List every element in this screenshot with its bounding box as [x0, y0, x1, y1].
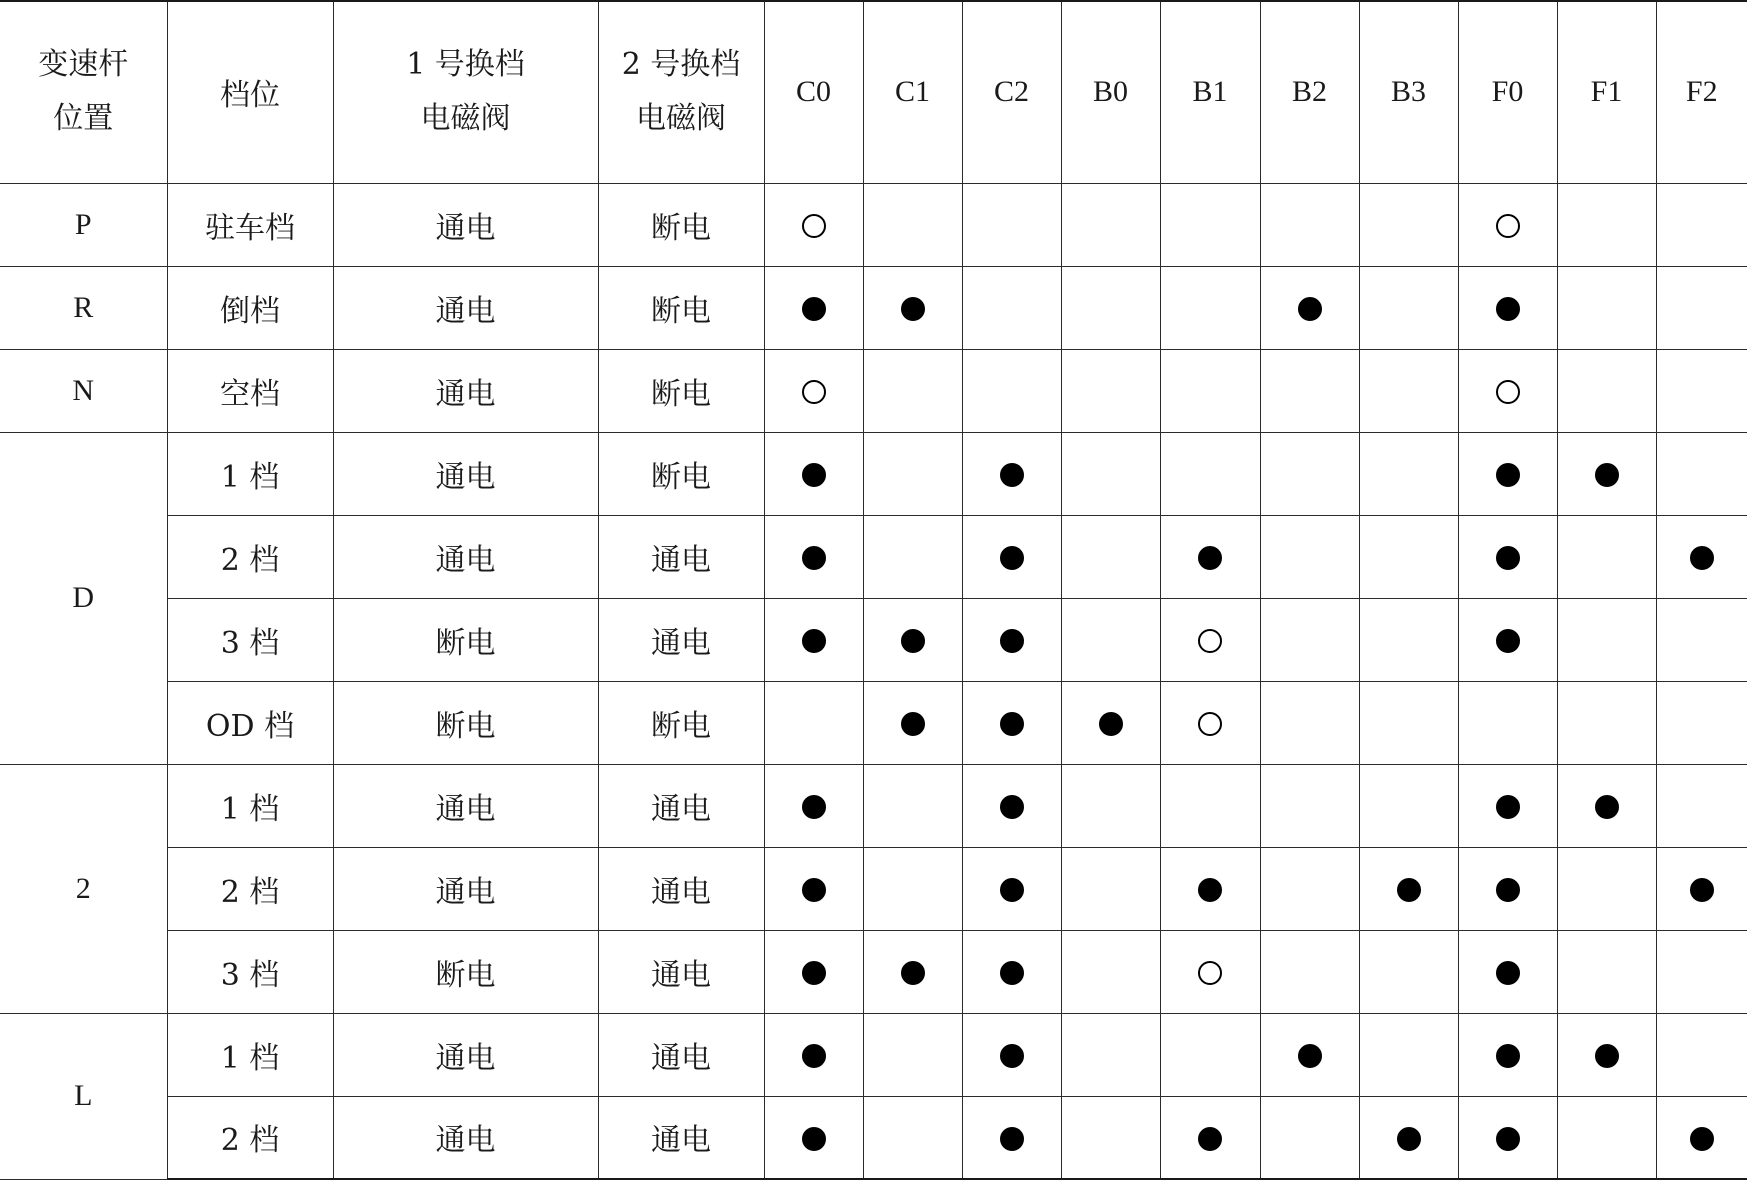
- filled-circle-mark: [1496, 1127, 1520, 1151]
- table-row: [0, 349, 1747, 432]
- solenoid-1-cell: 通电: [333, 1013, 598, 1096]
- filled-circle-mark: [1595, 795, 1619, 819]
- element-cell-f1: [1557, 847, 1656, 930]
- solenoid-1-cell: 断电: [333, 598, 598, 681]
- element-cell-f1: [1557, 515, 1656, 598]
- element-cell-c1: [863, 432, 962, 515]
- solenoid-1-cell: 通电: [333, 432, 598, 515]
- gear-cell: 倒档: [167, 266, 333, 349]
- header-element-c2: C2: [962, 1, 1061, 183]
- header-element-b3: B3: [1359, 1, 1458, 183]
- element-cell-f2: [1656, 847, 1747, 930]
- element-cell-b0: [1061, 432, 1160, 515]
- header-solenoid-2-line-2: 电磁阀: [636, 101, 726, 137]
- element-cell-f1: [1557, 681, 1656, 764]
- open-circle-mark: [802, 380, 826, 404]
- element-cell-b1: [1160, 764, 1260, 847]
- filled-circle-mark: [1496, 463, 1520, 487]
- element-cell-b0: [1061, 598, 1160, 681]
- filled-circle-mark: [1690, 1127, 1714, 1151]
- element-cell-b1: [1160, 847, 1260, 930]
- element-cell-f0: [1458, 266, 1557, 349]
- element-cell-f0: [1458, 764, 1557, 847]
- element-cell-b2: [1260, 764, 1359, 847]
- element-cell-f2: [1656, 183, 1747, 266]
- table-body: [0, 183, 1747, 1179]
- element-cell-f0: [1458, 681, 1557, 764]
- element-cell-c0: [764, 515, 863, 598]
- table-row: [0, 1013, 1747, 1096]
- header-gear: 档位: [167, 1, 333, 183]
- element-cell-b3: [1359, 930, 1458, 1013]
- element-cell-b0: [1061, 515, 1160, 598]
- header-element-b2: B2: [1260, 1, 1359, 183]
- element-cell-f2: [1656, 930, 1747, 1013]
- element-cell-f1: [1557, 1013, 1656, 1096]
- filled-circle-mark: [1099, 712, 1123, 736]
- element-cell-f0: [1458, 515, 1557, 598]
- element-cell-b2: [1260, 847, 1359, 930]
- element-cell-c0: [764, 847, 863, 930]
- solenoid-2-cell: 通电: [598, 764, 764, 847]
- header-row: [0, 1, 1747, 183]
- filled-circle-mark: [1000, 961, 1024, 985]
- element-cell-b3: [1359, 432, 1458, 515]
- gear-cell: 驻车档: [167, 183, 333, 266]
- filled-circle-mark: [1000, 629, 1024, 653]
- filled-circle-mark: [802, 629, 826, 653]
- element-cell-c0: [764, 1013, 863, 1096]
- filled-circle-mark: [901, 712, 925, 736]
- header-element-b1: B1: [1160, 1, 1260, 183]
- lever-position-cell: P: [0, 183, 167, 266]
- element-cell-b0: [1061, 266, 1160, 349]
- element-cell-b0: [1061, 1013, 1160, 1096]
- solenoid-1-cell: 通电: [333, 764, 598, 847]
- gear-cell: 1 档: [167, 1013, 333, 1096]
- solenoid-2-cell: 通电: [598, 847, 764, 930]
- element-cell-f2: [1656, 598, 1747, 681]
- table-row: [0, 681, 1747, 764]
- element-cell-c0: [764, 764, 863, 847]
- element-cell-c1: [863, 1013, 962, 1096]
- lever-position-cell: R: [0, 266, 167, 349]
- solenoid-2-cell: 通电: [598, 1013, 764, 1096]
- element-cell-f2: [1656, 1013, 1747, 1096]
- filled-circle-mark: [1000, 795, 1024, 819]
- gear-cell: 2 档: [167, 1096, 333, 1179]
- element-cell-f2: [1656, 432, 1747, 515]
- gear-cell: 1 档: [167, 432, 333, 515]
- element-cell-c0: [764, 266, 863, 349]
- element-cell-f1: [1557, 598, 1656, 681]
- open-circle-mark: [1496, 214, 1520, 238]
- filled-circle-mark: [1298, 1044, 1322, 1068]
- filled-circle-mark: [1298, 297, 1322, 321]
- filled-circle-mark: [1000, 546, 1024, 570]
- element-cell-c0: [764, 681, 863, 764]
- filled-circle-mark: [1198, 1127, 1222, 1151]
- element-cell-c2: [962, 1013, 1061, 1096]
- element-cell-f2: [1656, 764, 1747, 847]
- element-cell-f0: [1458, 1013, 1557, 1096]
- filled-circle-mark: [802, 1044, 826, 1068]
- header-solenoid-2-line-1: 2 号换档: [621, 47, 741, 83]
- element-cell-c0: [764, 598, 863, 681]
- filled-circle-mark: [802, 463, 826, 487]
- element-cell-c0: [764, 930, 863, 1013]
- table-row: [0, 183, 1747, 266]
- filled-circle-mark: [1496, 629, 1520, 653]
- gear-cell: 2 档: [167, 515, 333, 598]
- solenoid-1-cell: 通电: [333, 266, 598, 349]
- header-element-c0: C0: [764, 1, 863, 183]
- element-cell-c0: [764, 349, 863, 432]
- element-cell-b1: [1160, 598, 1260, 681]
- element-cell-b2: [1260, 515, 1359, 598]
- element-cell-c1: [863, 183, 962, 266]
- filled-circle-mark: [1000, 1127, 1024, 1151]
- solenoid-1-cell: 通电: [333, 183, 598, 266]
- header-element-b0: B0: [1061, 1, 1160, 183]
- element-cell-f2: [1656, 1096, 1747, 1179]
- solenoid-2-cell: 断电: [598, 183, 764, 266]
- filled-circle-mark: [802, 878, 826, 902]
- header-lever-position-line-2: 位置: [53, 101, 114, 137]
- filled-circle-mark: [1690, 546, 1714, 570]
- filled-circle-mark: [1198, 546, 1222, 570]
- element-cell-b0: [1061, 1096, 1160, 1179]
- element-cell-b1: [1160, 432, 1260, 515]
- element-cell-b3: [1359, 1096, 1458, 1179]
- solenoid-1-cell: 通电: [333, 847, 598, 930]
- solenoid-2-cell: 通电: [598, 598, 764, 681]
- filled-circle-mark: [1690, 878, 1714, 902]
- element-cell-b0: [1061, 930, 1160, 1013]
- element-cell-c2: [962, 183, 1061, 266]
- element-cell-f1: [1557, 432, 1656, 515]
- element-cell-c2: [962, 598, 1061, 681]
- header-solenoid-2: [598, 1, 764, 183]
- element-cell-b2: [1260, 432, 1359, 515]
- table-row: [0, 764, 1747, 847]
- element-cell-b3: [1359, 183, 1458, 266]
- element-cell-b1: [1160, 266, 1260, 349]
- element-cell-c2: [962, 349, 1061, 432]
- element-cell-c1: [863, 598, 962, 681]
- solenoid-1-cell: 通电: [333, 1096, 598, 1179]
- element-cell-f2: [1656, 681, 1747, 764]
- solenoid-1-cell: 断电: [333, 930, 598, 1013]
- solenoid-2-cell: 通电: [598, 1096, 764, 1179]
- element-cell-c2: [962, 1096, 1061, 1179]
- element-cell-b2: [1260, 598, 1359, 681]
- element-cell-b0: [1061, 183, 1160, 266]
- element-cell-c1: [863, 764, 962, 847]
- element-cell-b0: [1061, 764, 1160, 847]
- table-row: [0, 847, 1747, 930]
- element-cell-c2: [962, 847, 1061, 930]
- solenoid-2-cell: 断电: [598, 349, 764, 432]
- element-cell-c1: [863, 1096, 962, 1179]
- solenoid-2-cell: 断电: [598, 681, 764, 764]
- table-row: [0, 1096, 1747, 1179]
- element-cell-b0: [1061, 847, 1160, 930]
- header-lever-position-line-1: 变速杆: [38, 47, 129, 83]
- element-cell-b1: [1160, 183, 1260, 266]
- header-solenoid-1: [333, 1, 598, 183]
- element-cell-f1: [1557, 266, 1656, 349]
- gear-cell: 3 档: [167, 930, 333, 1013]
- element-cell-f0: [1458, 349, 1557, 432]
- filled-circle-mark: [1000, 1044, 1024, 1068]
- filled-circle-mark: [1397, 878, 1421, 902]
- element-cell-f0: [1458, 432, 1557, 515]
- element-cell-f2: [1656, 349, 1747, 432]
- filled-circle-mark: [1496, 546, 1520, 570]
- lever-position-cell: L: [0, 1013, 167, 1179]
- filled-circle-mark: [802, 961, 826, 985]
- open-circle-mark: [1496, 380, 1520, 404]
- filled-circle-mark: [1000, 463, 1024, 487]
- gear-cell: 3 档: [167, 598, 333, 681]
- element-cell-f1: [1557, 183, 1656, 266]
- element-cell-b0: [1061, 349, 1160, 432]
- filled-circle-mark: [1496, 878, 1520, 902]
- element-cell-c1: [863, 349, 962, 432]
- filled-circle-mark: [1496, 1044, 1520, 1068]
- element-cell-f0: [1458, 183, 1557, 266]
- filled-circle-mark: [1595, 1044, 1619, 1068]
- element-cell-b2: [1260, 930, 1359, 1013]
- filled-circle-mark: [802, 795, 826, 819]
- lever-position-cell: N: [0, 349, 167, 432]
- filled-circle-mark: [1198, 878, 1222, 902]
- element-cell-b3: [1359, 349, 1458, 432]
- element-cell-c2: [962, 515, 1061, 598]
- element-cell-b1: [1160, 515, 1260, 598]
- open-circle-mark: [1198, 961, 1222, 985]
- element-cell-b3: [1359, 681, 1458, 764]
- element-cell-b2: [1260, 681, 1359, 764]
- element-cell-b0: [1061, 681, 1160, 764]
- element-cell-c0: [764, 183, 863, 266]
- filled-circle-mark: [901, 629, 925, 653]
- header-element-c1: C1: [863, 1, 962, 183]
- filled-circle-mark: [901, 297, 925, 321]
- element-cell-c2: [962, 930, 1061, 1013]
- gear-cell: 2 档: [167, 847, 333, 930]
- solenoid-1-cell: 断电: [333, 681, 598, 764]
- element-cell-b1: [1160, 681, 1260, 764]
- filled-circle-mark: [802, 1127, 826, 1151]
- element-cell-b1: [1160, 1096, 1260, 1179]
- element-cell-f0: [1458, 598, 1557, 681]
- open-circle-mark: [802, 214, 826, 238]
- header-solenoid-1-line-2: 电磁阀: [420, 101, 511, 137]
- solenoid-2-cell: 通电: [598, 930, 764, 1013]
- filled-circle-mark: [1496, 795, 1520, 819]
- header-lever-position: [0, 1, 167, 183]
- solenoid-2-cell: 通电: [598, 515, 764, 598]
- table-row: [0, 266, 1747, 349]
- element-cell-f0: [1458, 930, 1557, 1013]
- element-cell-f0: [1458, 847, 1557, 930]
- element-cell-b2: [1260, 266, 1359, 349]
- element-cell-f2: [1656, 266, 1747, 349]
- element-cell-b3: [1359, 598, 1458, 681]
- table-row: [0, 930, 1747, 1013]
- element-cell-c1: [863, 515, 962, 598]
- open-circle-mark: [1198, 712, 1222, 736]
- element-cell-f1: [1557, 930, 1656, 1013]
- open-circle-mark: [1198, 629, 1222, 653]
- filled-circle-mark: [1496, 297, 1520, 321]
- element-cell-b3: [1359, 764, 1458, 847]
- header-element-f0: F0: [1458, 1, 1557, 183]
- element-cell-c2: [962, 266, 1061, 349]
- element-cell-b3: [1359, 266, 1458, 349]
- element-cell-f1: [1557, 349, 1656, 432]
- filled-circle-mark: [1397, 1127, 1421, 1151]
- element-cell-b2: [1260, 349, 1359, 432]
- element-cell-f0: [1458, 1096, 1557, 1179]
- element-cell-b3: [1359, 515, 1458, 598]
- element-cell-b3: [1359, 1013, 1458, 1096]
- filled-circle-mark: [1000, 712, 1024, 736]
- element-cell-b1: [1160, 349, 1260, 432]
- table-row: [0, 515, 1747, 598]
- filled-circle-mark: [802, 546, 826, 570]
- element-cell-c0: [764, 1096, 863, 1179]
- solenoid-1-cell: 通电: [333, 515, 598, 598]
- filled-circle-mark: [802, 297, 826, 321]
- element-cell-c1: [863, 847, 962, 930]
- element-cell-f1: [1557, 1096, 1656, 1179]
- lever-position-cell: 2: [0, 764, 167, 1013]
- lever-position-cell: D: [0, 432, 167, 764]
- element-cell-c1: [863, 930, 962, 1013]
- filled-circle-mark: [1496, 961, 1520, 985]
- table-row: [0, 598, 1747, 681]
- solenoid-2-cell: 断电: [598, 432, 764, 515]
- element-cell-b2: [1260, 1096, 1359, 1179]
- solenoid-1-cell: 通电: [333, 349, 598, 432]
- element-cell-c2: [962, 681, 1061, 764]
- element-cell-c2: [962, 764, 1061, 847]
- filled-circle-mark: [1595, 463, 1619, 487]
- filled-circle-mark: [1000, 878, 1024, 902]
- gear-cell: 空档: [167, 349, 333, 432]
- element-cell-b2: [1260, 183, 1359, 266]
- element-cell-c0: [764, 432, 863, 515]
- element-cell-b1: [1160, 930, 1260, 1013]
- element-cell-b2: [1260, 1013, 1359, 1096]
- solenoid-2-cell: 断电: [598, 266, 764, 349]
- header-element-f1: F1: [1557, 1, 1656, 183]
- element-cell-b1: [1160, 1013, 1260, 1096]
- element-cell-c1: [863, 266, 962, 349]
- element-cell-b3: [1359, 847, 1458, 930]
- filled-circle-mark: [901, 961, 925, 985]
- element-cell-c2: [962, 432, 1061, 515]
- gear-cell: OD 档: [167, 681, 333, 764]
- table-row: [0, 432, 1747, 515]
- header-solenoid-1-line-1: 1 号换档: [406, 47, 525, 83]
- gear-cell: 1 档: [167, 764, 333, 847]
- element-cell-c1: [863, 681, 962, 764]
- element-cell-f2: [1656, 515, 1747, 598]
- header-element-f2: F2: [1656, 1, 1747, 183]
- element-cell-f1: [1557, 764, 1656, 847]
